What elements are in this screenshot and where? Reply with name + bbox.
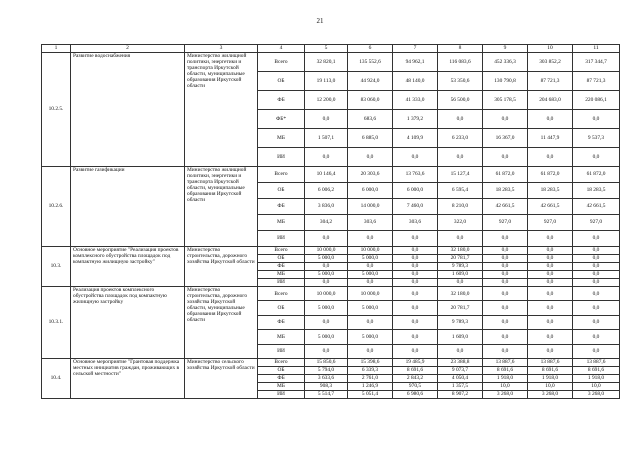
table-row <box>42 167 620 183</box>
funding-value: 0,0 <box>483 330 528 344</box>
funding-value: 8 691,6 <box>528 366 573 374</box>
funding-value: 5 000,0 <box>305 301 348 315</box>
funding-value: 13 887,6 <box>483 358 528 366</box>
funding-value: 0,0 <box>393 279 438 287</box>
funding-value: 5 000,0 <box>305 271 348 279</box>
funding-source: МБ <box>258 271 305 279</box>
funding-value: 5 000,0 <box>348 330 393 344</box>
funding-value: 0,0 <box>483 315 528 329</box>
funding-value: 0,0 <box>573 263 620 271</box>
table-body <box>42 45 620 399</box>
funding-value: 3 268,0 <box>573 390 620 398</box>
funding-value: 10,0 <box>483 382 528 390</box>
column-number: 6 <box>348 45 393 53</box>
funding-value: 94 962,1 <box>393 53 438 72</box>
funding-value: 0,0 <box>528 247 573 255</box>
funding-value: 135 552,6 <box>348 53 393 72</box>
funding-value: 2 843,2 <box>393 374 438 382</box>
item-name: Реализация проектов комплексного обустройства площадок под компактную жилищную застройку <box>71 287 185 359</box>
funding-value: 0,0 <box>393 344 438 358</box>
funding-value: 0,0 <box>528 279 573 287</box>
funding-value: 1 918,0 <box>528 374 573 382</box>
funding-value: 11 447,9 <box>528 129 573 148</box>
funding-value: 303,6 <box>348 215 393 231</box>
column-number: 2 <box>71 45 185 53</box>
funding-value: 0,0 <box>528 287 573 301</box>
funding-value: 10 000,0 <box>305 247 348 255</box>
funding-value: 1 507,1 <box>305 129 348 148</box>
funding-value: 220 086,1 <box>573 91 620 110</box>
item-executor: Министерство жилищной политики, энергетики и транспорта Иркутской области, муниципальные образования Иркутской области <box>185 53 258 167</box>
funding-value: 0,0 <box>438 110 483 129</box>
column-number: 8 <box>438 45 483 53</box>
funding-value: 0,0 <box>573 271 620 279</box>
column-number: 1 <box>42 45 71 53</box>
funding-value: 48 140,0 <box>393 72 438 91</box>
funding-value: 10 146,4 <box>305 167 348 183</box>
column-number: 5 <box>305 45 348 53</box>
funding-value: 305 178,5 <box>483 91 528 110</box>
funding-source: ОБ <box>258 72 305 91</box>
funding-value: 61 872,0 <box>573 167 620 183</box>
funding-source: МБ <box>258 215 305 231</box>
item-executor: Министерство строительства, дорожного хозяйства Иркутской области, муниципальные образования Иркутской области <box>185 287 258 359</box>
funding-value: 0,0 <box>483 287 528 301</box>
funding-value: 0,0 <box>528 148 573 167</box>
funding-value: 0,0 <box>483 344 528 358</box>
item-executor: Министерство жилищной политики, энергетики и транспорта Иркутской области, муниципальные образования Иркутской области <box>185 167 258 247</box>
funding-value: 1 609,0 <box>438 330 483 344</box>
funding-value: 317 344,7 <box>573 53 620 72</box>
funding-value: 0,0 <box>573 247 620 255</box>
funding-value: 0,0 <box>348 148 393 167</box>
funding-value: 42 661,5 <box>528 199 573 215</box>
table-row <box>42 247 620 255</box>
table-header-row <box>42 45 620 53</box>
funding-value: 0,0 <box>483 279 528 287</box>
funding-source: ФБ <box>258 263 305 271</box>
funding-value: 1 357,5 <box>438 382 483 390</box>
funding-source: Всего <box>258 53 305 72</box>
table-row <box>42 287 620 301</box>
funding-source: ИИ <box>258 148 305 167</box>
funding-value: 15 127,4 <box>438 167 483 183</box>
funding-value: 0,0 <box>573 231 620 247</box>
funding-source: МБ <box>258 129 305 148</box>
funding-value: 5 051,4 <box>348 390 393 398</box>
funding-source: ИИ <box>258 390 305 398</box>
funding-value: 41 333,0 <box>393 91 438 110</box>
funding-value: 6 000,0 <box>348 183 393 199</box>
funding-value: 0,0 <box>573 110 620 129</box>
funding-value: 3 268,0 <box>528 390 573 398</box>
funding-value: 927,0 <box>573 215 620 231</box>
column-number: 9 <box>483 45 528 53</box>
funding-value: 0,0 <box>528 330 573 344</box>
page-number: 21 <box>316 17 324 25</box>
funding-source: ФБ <box>258 199 305 215</box>
funding-value: 87 721,3 <box>528 72 573 91</box>
funding-value: 0,0 <box>528 301 573 315</box>
funding-value: 3 836,0 <box>305 199 348 215</box>
funding-value: 10 000,0 <box>305 287 348 301</box>
funding-value: 19 485,9 <box>393 358 438 366</box>
funding-source: ОБ <box>258 183 305 199</box>
funding-source: ОБ <box>258 366 305 374</box>
funding-value: 0,0 <box>393 330 438 344</box>
funding-value: 0,0 <box>573 315 620 329</box>
funding-value: 10 000,0 <box>348 247 393 255</box>
funding-value: 32 180,0 <box>438 287 483 301</box>
funding-source: Всего <box>258 247 305 255</box>
item-name: Развитие водоснабжения <box>71 53 185 167</box>
column-number: 10 <box>528 45 573 53</box>
funding-value: 0,0 <box>573 279 620 287</box>
funding-value: 0,0 <box>393 271 438 279</box>
funding-value: 0,0 <box>483 263 528 271</box>
funding-value: 0,0 <box>528 315 573 329</box>
funding-value: 0,0 <box>393 263 438 271</box>
funding-value: 8 691,6 <box>483 366 528 374</box>
funding-value: 18 283,5 <box>528 183 573 199</box>
funding-value: 0,0 <box>393 231 438 247</box>
funding-source: Всего <box>258 167 305 183</box>
table-row <box>42 358 620 366</box>
funding-source: МБ <box>258 330 305 344</box>
funding-value: 13 887,6 <box>573 358 620 366</box>
funding-value: 5 000,0 <box>305 255 348 263</box>
funding-value: 0,0 <box>528 271 573 279</box>
funding-source: ФБ* <box>258 110 305 129</box>
funding-value: 322,0 <box>438 215 483 231</box>
funding-value: 32 820,1 <box>305 53 348 72</box>
funding-value: 303,6 <box>393 215 438 231</box>
table-row <box>42 53 620 72</box>
funding-value: 204 683,0 <box>528 91 573 110</box>
funding-value: 0,0 <box>393 247 438 255</box>
funding-value: 61 872,0 <box>528 167 573 183</box>
funding-value: 0,0 <box>573 148 620 167</box>
funding-source: ОБ <box>258 255 305 263</box>
funding-value: 16 367,0 <box>483 129 528 148</box>
item-name: Основное мероприятие "Грантовая поддержка местных инициатив граждан, проживающих в сельской местности" <box>71 358 185 398</box>
funding-value: 20 781,7 <box>438 255 483 263</box>
funding-value: 130 790,8 <box>483 72 528 91</box>
funding-value: 0,0 <box>348 279 393 287</box>
funding-value: 0,0 <box>483 148 528 167</box>
funding-value: 18 283,5 <box>483 183 528 199</box>
funding-value: 116 083,6 <box>438 53 483 72</box>
item-code: 10.3. <box>42 247 71 287</box>
funding-value: 9 537,3 <box>573 129 620 148</box>
funding-value: 42 661,5 <box>483 199 528 215</box>
funding-value: 0,0 <box>573 344 620 358</box>
funding-value: 6 980,6 <box>393 390 438 398</box>
funding-value: 1 609,0 <box>438 271 483 279</box>
funding-value: 970,5 <box>393 382 438 390</box>
funding-value: 0,0 <box>528 255 573 263</box>
funding-table <box>41 44 620 399</box>
funding-value: 42 661,5 <box>573 199 620 215</box>
funding-value: 1 918,0 <box>483 374 528 382</box>
funding-value: 0,0 <box>483 110 528 129</box>
funding-value: 0,0 <box>438 148 483 167</box>
funding-value: 19 113,0 <box>305 72 348 91</box>
funding-value: 0,0 <box>348 344 393 358</box>
funding-source: ФБ <box>258 315 305 329</box>
funding-value: 0,0 <box>348 315 393 329</box>
funding-source: ФБ <box>258 374 305 382</box>
funding-value: 53 350,6 <box>438 72 483 91</box>
funding-value: 6 006,2 <box>305 183 348 199</box>
funding-value: 0,0 <box>438 231 483 247</box>
funding-value: 7 460,0 <box>393 199 438 215</box>
funding-value: 87 721,3 <box>573 72 620 91</box>
column-number: 3 <box>185 45 258 53</box>
funding-source: ОБ <box>258 301 305 315</box>
funding-value: 0,0 <box>573 301 620 315</box>
funding-value: 12 200,0 <box>305 91 348 110</box>
funding-value: 20 303,6 <box>348 167 393 183</box>
funding-value: 8 691,6 <box>393 366 438 374</box>
funding-source: ИИ <box>258 279 305 287</box>
funding-value: 4 109,9 <box>393 129 438 148</box>
funding-value: 3 633,6 <box>305 374 348 382</box>
funding-value: 0,0 <box>305 279 348 287</box>
funding-value: 0,0 <box>573 287 620 301</box>
funding-value: 32 180,0 <box>438 247 483 255</box>
item-code: 10.3.1. <box>42 287 71 359</box>
funding-value: 6 595,4 <box>438 183 483 199</box>
funding-value: 15 398,6 <box>348 358 393 366</box>
funding-value: 0,0 <box>348 231 393 247</box>
funding-value: 14 000,0 <box>348 199 393 215</box>
funding-value: 8 210,0 <box>438 199 483 215</box>
funding-value: 5 000,0 <box>348 255 393 263</box>
funding-value: 0,0 <box>393 301 438 315</box>
funding-value: 5 000,0 <box>348 301 393 315</box>
funding-source: ИИ <box>258 344 305 358</box>
item-code: 10.4. <box>42 358 71 398</box>
funding-value: 6 885,0 <box>348 129 393 148</box>
funding-value: 0,0 <box>483 271 528 279</box>
funding-value: 5 000,0 <box>305 330 348 344</box>
item-executor: Министерство строительства, дорожного хозяйства Иркутской области <box>185 247 258 287</box>
funding-value: 6 233,0 <box>438 129 483 148</box>
funding-value: 20 781,7 <box>438 301 483 315</box>
funding-source: ФБ <box>258 91 305 110</box>
funding-value: 8 691,6 <box>573 366 620 374</box>
funding-value: 0,0 <box>305 263 348 271</box>
funding-value: 3 268,0 <box>483 390 528 398</box>
funding-value: 4 050,4 <box>438 374 483 382</box>
funding-value: 0,0 <box>438 344 483 358</box>
funding-value: 9 789,3 <box>438 315 483 329</box>
funding-value: 0,0 <box>305 231 348 247</box>
funding-value: 304,2 <box>305 215 348 231</box>
item-code: 10.2.5. <box>42 53 71 167</box>
funding-value: 8 907,2 <box>438 390 483 398</box>
funding-value: 303 852,2 <box>528 53 573 72</box>
funding-value: 5 514,7 <box>305 390 348 398</box>
funding-value: 927,0 <box>528 215 573 231</box>
funding-value: 0,0 <box>528 231 573 247</box>
funding-value: 0,0 <box>305 110 348 129</box>
funding-value: 927,0 <box>483 215 528 231</box>
funding-value: 18 283,5 <box>573 183 620 199</box>
funding-value: 0,0 <box>483 247 528 255</box>
funding-value: 10 000,0 <box>348 287 393 301</box>
funding-value: 0,0 <box>483 231 528 247</box>
funding-value: 0,0 <box>573 330 620 344</box>
funding-value: 0,0 <box>393 255 438 263</box>
funding-value: 1 918,0 <box>573 374 620 382</box>
funding-value: 83 060,0 <box>348 91 393 110</box>
funding-value: 0,0 <box>393 287 438 301</box>
funding-value: 0,0 <box>393 148 438 167</box>
funding-value: 6 000,0 <box>393 183 438 199</box>
column-number: 4 <box>258 45 305 53</box>
funding-value: 0,0 <box>528 110 573 129</box>
item-executor: Министерство сельского хозяйства Иркутской области <box>185 358 258 398</box>
funding-value: 0,0 <box>348 263 393 271</box>
funding-value: 13 887,6 <box>528 358 573 366</box>
funding-value: 0,0 <box>305 344 348 358</box>
funding-value: 0,0 <box>305 148 348 167</box>
funding-value: 908,3 <box>305 382 348 390</box>
funding-value: 0,0 <box>573 255 620 263</box>
funding-value: 10,0 <box>528 382 573 390</box>
funding-value: 6 339,3 <box>348 366 393 374</box>
funding-value: 13 763,6 <box>393 167 438 183</box>
funding-value: 0,0 <box>438 279 483 287</box>
funding-value: 0,0 <box>528 344 573 358</box>
funding-value: 56 500,0 <box>438 91 483 110</box>
funding-value: 683,6 <box>348 110 393 129</box>
funding-value: 1 379,2 <box>393 110 438 129</box>
item-name: Развитие газификации <box>71 167 185 247</box>
funding-value: 9 789,3 <box>438 263 483 271</box>
funding-value: 2 761,0 <box>348 374 393 382</box>
funding-value: 452 336,3 <box>483 53 528 72</box>
funding-source: ИИ <box>258 231 305 247</box>
funding-value: 44 924,0 <box>348 72 393 91</box>
funding-value: 0,0 <box>483 301 528 315</box>
item-name: Основное мероприятие "Реализация проектов комплексного обустройства площадок под компактную жилищную застройку" <box>71 247 185 287</box>
funding-source: Всего <box>258 287 305 301</box>
column-number: 7 <box>393 45 438 53</box>
funding-value: 15 850,6 <box>305 358 348 366</box>
funding-value: 61 872,0 <box>483 167 528 183</box>
funding-value: 10,0 <box>573 382 620 390</box>
funding-value: 1 246,9 <box>348 382 393 390</box>
funding-value: 0,0 <box>483 255 528 263</box>
funding-value: 0,0 <box>528 263 573 271</box>
funding-value: 5 794,0 <box>305 366 348 374</box>
funding-source: МБ <box>258 382 305 390</box>
funding-value: 0,0 <box>393 315 438 329</box>
funding-source: Всего <box>258 358 305 366</box>
funding-value: 9 073,7 <box>438 366 483 374</box>
funding-value: 5 000,0 <box>348 271 393 279</box>
item-code: 10.2.6. <box>42 167 71 247</box>
funding-value: 0,0 <box>305 315 348 329</box>
funding-value: 23 388,8 <box>438 358 483 366</box>
column-number: 11 <box>573 45 620 53</box>
